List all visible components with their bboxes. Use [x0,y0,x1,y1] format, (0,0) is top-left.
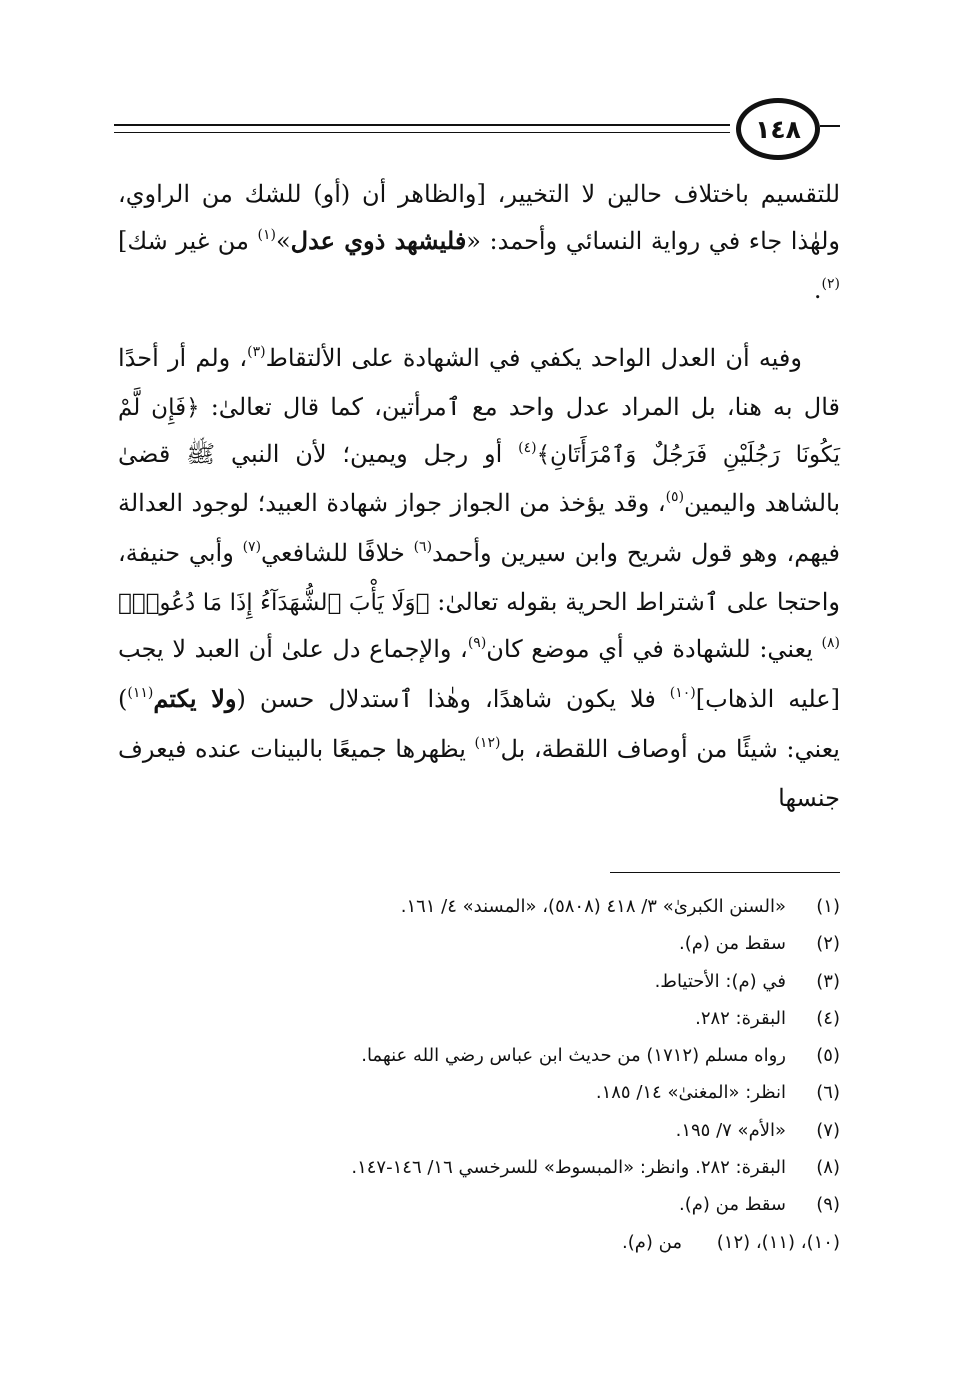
bold-phrase: ولا يكتم [153,684,237,713]
text-run: للتقسيم باختلاف حالين لا التخيير، [والظاهر أن (أو) للشك من الراوي، ولهٰذا جاء في رواية النسائي وأحمد: « [118,180,840,255]
footnote-number: (١) [816,896,840,917]
footnote-item [118,1224,840,1261]
text-run: أو رجل ويمين؛ لأن النبي ﷺ قضىٰ بالشاهد واليمين [118,439,840,517]
footnote-text: سقط من (م). [679,1194,786,1216]
text-run: . [813,276,822,304]
footnote-item [118,1000,840,1037]
footnote-text: سقط من (م). [679,933,786,955]
footnote-number: (٦) [816,1082,840,1104]
footnote-text: في (م): الأحتياط. [654,970,786,992]
text-run: وفيه أن العدل الواحد يكفي في الشهادة على الألتقاط [265,343,802,372]
footnote-text: انظر: «المغنىٰ» ١٤/ ١٨٥. [595,1082,786,1104]
header-rule-thin [114,132,730,133]
footnote-item [118,1149,840,1186]
footnote-item [118,1074,840,1111]
bold-phrase: فليشهد ذوي عدل [290,225,467,255]
paragraph-1 [118,172,840,318]
footnote-ref: (٣) [247,343,266,360]
text-run: ) يعني: شيئًا من أوصاف اللقطة، بل [118,685,840,763]
footnotes [118,888,840,1261]
footnote-item [118,888,840,925]
footnote-ref: (٨) [821,634,840,651]
text-run: خلافًا للشافعي [261,538,414,567]
text-run: ، والإجماع دل علىٰ أن العبد لا يجب [عليه الذهاب] [118,634,840,713]
footnote-text: البقرة: ٢٨٢. وانظر: «المبسوط» للسرخسي ١٦/ ١٤٦-١٤٧. [351,1157,786,1179]
footnote-number: (٨) [816,1157,840,1179]
footnote-ref: (١٠) [669,685,696,701]
text-run: من غير شك] [118,226,258,255]
text-run: » [275,226,291,255]
footnote-number: (٥) [816,1045,840,1067]
page-number: ١٤٨ [736,98,820,160]
footnote-ref: (٧) [242,538,262,555]
text-run: ، وقد يؤخذ من الجواز جواز شهادة العبيد؛ لوجود العدالة فيهم، وهو قول شريح وابن سيرين وأحمد [118,489,840,567]
footnote-text: «السنن الكبرىٰ» ٣/ ٤١٨ (٥٨٠٨)، «المسند» ٤/ ١٦١. [400,896,786,917]
footnote-number: (٧) [816,1119,840,1141]
page-header [100,98,840,162]
text-run: يعني: للشهادة في أي موضع كان [486,634,822,663]
footnote-ref: (٤) [518,439,537,456]
footnote-item [118,925,840,962]
footnote-text: البقرة: ٢٨٢. [695,1007,786,1029]
footnote-ref: (٢) [821,276,840,292]
text-run: فلا يكون شاهدًا، وهٰذا ٱستدلال حسن ( [236,685,670,713]
footnote-item [118,1112,840,1149]
quran-verse: ﴿وَلَا يَأْبَ ٱلشُّهَدَآءُ إِذَا مَا دُعُوا۟﴾ [118,590,430,616]
quran-verse: ﴿فَإِن لَّمْ يَكُونَا رَجُلَيْنِ فَرَجُلٌ وَٱمْرَأَتَانِ﴾ [118,395,841,468]
footnote-ref: (١٢) [474,734,501,751]
main-text [118,172,840,822]
footnote-ref: (٩) [467,634,487,651]
footnote-ref: (١١) [127,685,154,701]
footnote-number: (٢) [816,933,840,955]
footnote-text: رواه مسلم (١٧١٢) من حديث ابن عباس رضي الله عنهما. [361,1045,786,1067]
footnote-text: من (م). [622,1231,682,1253]
paragraph-2 [118,336,840,822]
footnote-number: (٩) [816,1194,840,1216]
header-rule-thick [114,124,730,126]
footnote-item [118,963,840,1000]
footnote-ref: (١) [257,226,276,243]
footnote-text: «الأم» ٧/ ١٩٥. [675,1119,786,1141]
text-run: ، ولم أر أحدًا قال به هنا، بل المراد عدل واحد مع ٱمرأتين، كما قال تعالىٰ: [118,343,840,421]
text-run: وأبي حنيفة، واحتجا على ٱشتراط الحرية بقوله تعالىٰ: [118,538,840,616]
header-rule-right [820,125,840,127]
text-run: يظهرها جميعًا بالبينات عنده فيعرف جنسها [118,734,840,812]
footnote-number: (١٠)، (١١)، (١٢) [716,1231,840,1253]
footnote-number: (٣) [816,970,840,992]
footnote-ref: (٦) [413,538,433,555]
footnote-item [118,1037,840,1074]
footnote-item [118,1186,840,1223]
footnote-number: (٤) [816,1007,840,1029]
footnote-divider [610,872,840,873]
footnote-ref: (٥) [665,489,685,505]
